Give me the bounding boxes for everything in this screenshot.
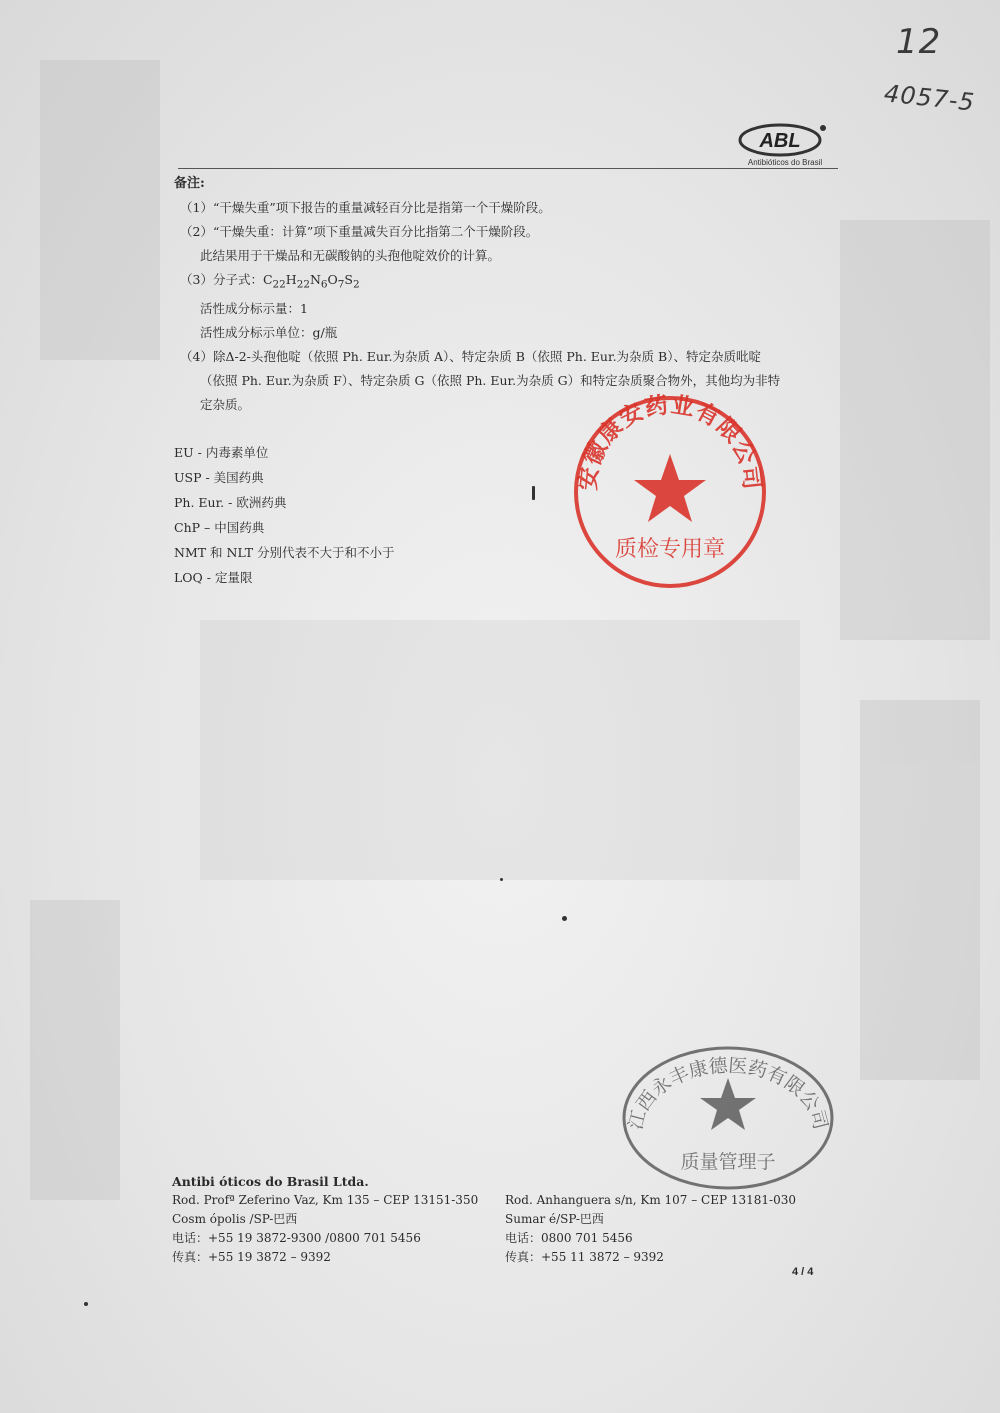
scan-mark — [532, 486, 535, 500]
note-item: 活性成分标示单位：g/瓶 — [200, 324, 338, 340]
abbreviation-item: ChP – 中国药典 — [174, 520, 265, 535]
note-item-formula: （3）分子式：$C_{22}H_{22}N_6O_7S_2$ — [180, 272, 360, 291]
footer-address-right — [505, 1191, 835, 1267]
svg-text:质量管理子: 质量管理子 — [680, 1151, 776, 1173]
abbreviation-item: LOQ - 定量限 — [174, 570, 253, 585]
handwritten-number: 12 — [896, 22, 942, 62]
scan-mark — [84, 1302, 88, 1306]
svg-text:江西永丰康德医药有限公司: 江西永丰康德医药有限公司 — [624, 1054, 832, 1132]
molecular-formula: $C_{22}H_{22}N_6O_7S_2$ — [262, 272, 360, 291]
note-item: （4）除Δ-2-头孢他啶（依照 Ph. Eur.为杂质 A）、特定杂质 B（依照 Ph. Eur.为杂质 B）、特定杂质吡啶 — [180, 348, 761, 364]
abbreviation-item: Ph. Eur. - 欧洲药典 — [174, 495, 287, 510]
svg-text:安徽康安药业有限公司: 安徽康安药业有限公司 — [574, 392, 766, 492]
note-item: （依照 Ph. Eur.为杂质 F）、特定杂质 G（依照 Ph. Eur.为杂质 G）和特定杂质聚合物外，其他均为非特 — [200, 372, 781, 388]
footer-line: 电话：+55 19 3872-9300 /0800 701 5456 — [172, 1231, 421, 1245]
scan-mark — [562, 916, 567, 921]
footer-address-left — [172, 1191, 502, 1267]
seal-star-icon — [700, 1078, 756, 1130]
abbreviation-list — [174, 440, 395, 590]
abbreviation-item: EU - 内毒素单位 — [174, 445, 269, 460]
footer-line: 传真：+55 19 3872 – 9392 — [172, 1250, 331, 1264]
note-item: 活性成分标示量：1 — [200, 300, 308, 316]
footer-line: Cosm ópolis /SP-巴西 — [172, 1212, 298, 1226]
note-item: （2）“干燥失重：计算”项下重量减失百分比指第二个干燥阶段。 — [180, 224, 539, 239]
footer-line: 电话：0800 701 5456 — [505, 1231, 633, 1245]
gray-company-seal — [618, 1040, 838, 1190]
page-number: 4 / 4 — [792, 1266, 814, 1278]
scan-mark — [500, 878, 503, 881]
logo-subtitle: Antibióticos do Brasil — [747, 158, 823, 167]
header-rule — [178, 168, 838, 169]
company-name: Antibi óticos do Brasil Ltda. — [172, 1174, 369, 1189]
notes-heading: 备注: — [174, 176, 205, 191]
footer-line: Rod. Profª Zeferino Vaz, Km 135 – CEP 13151-350 — [172, 1193, 479, 1207]
note-item: （1）“干燥失重”项下报告的重量减轻百分比是指第一个干燥阶段。 — [180, 200, 551, 215]
seal-star-icon — [634, 454, 706, 522]
abbreviation-item: NMT 和 NLT 分别代表不大于和不小于 — [174, 545, 395, 560]
red-company-seal — [570, 392, 770, 592]
logo-mark: ABL — [759, 130, 801, 152]
notes-section — [174, 172, 834, 417]
footer — [172, 1172, 832, 1264]
handwritten-code: 4057-5 — [882, 79, 977, 117]
footer-line: Sumar é/SP-巴西 — [505, 1212, 604, 1226]
footer-line: Rod. Anhanguera s/n, Km 107 – CEP 13181-030 — [505, 1193, 797, 1207]
abbreviation-item: USP - 美国药典 — [174, 470, 264, 485]
note-item: 定杂质。 — [200, 396, 251, 412]
footer-line: 传真：+55 11 3872 – 9392 — [505, 1250, 664, 1264]
svg-text:质检专用章: 质检专用章 — [614, 537, 726, 562]
note-item: 此结果用于干燥品和无碳酸钠的头孢他啶效价的计算。 — [200, 248, 501, 263]
